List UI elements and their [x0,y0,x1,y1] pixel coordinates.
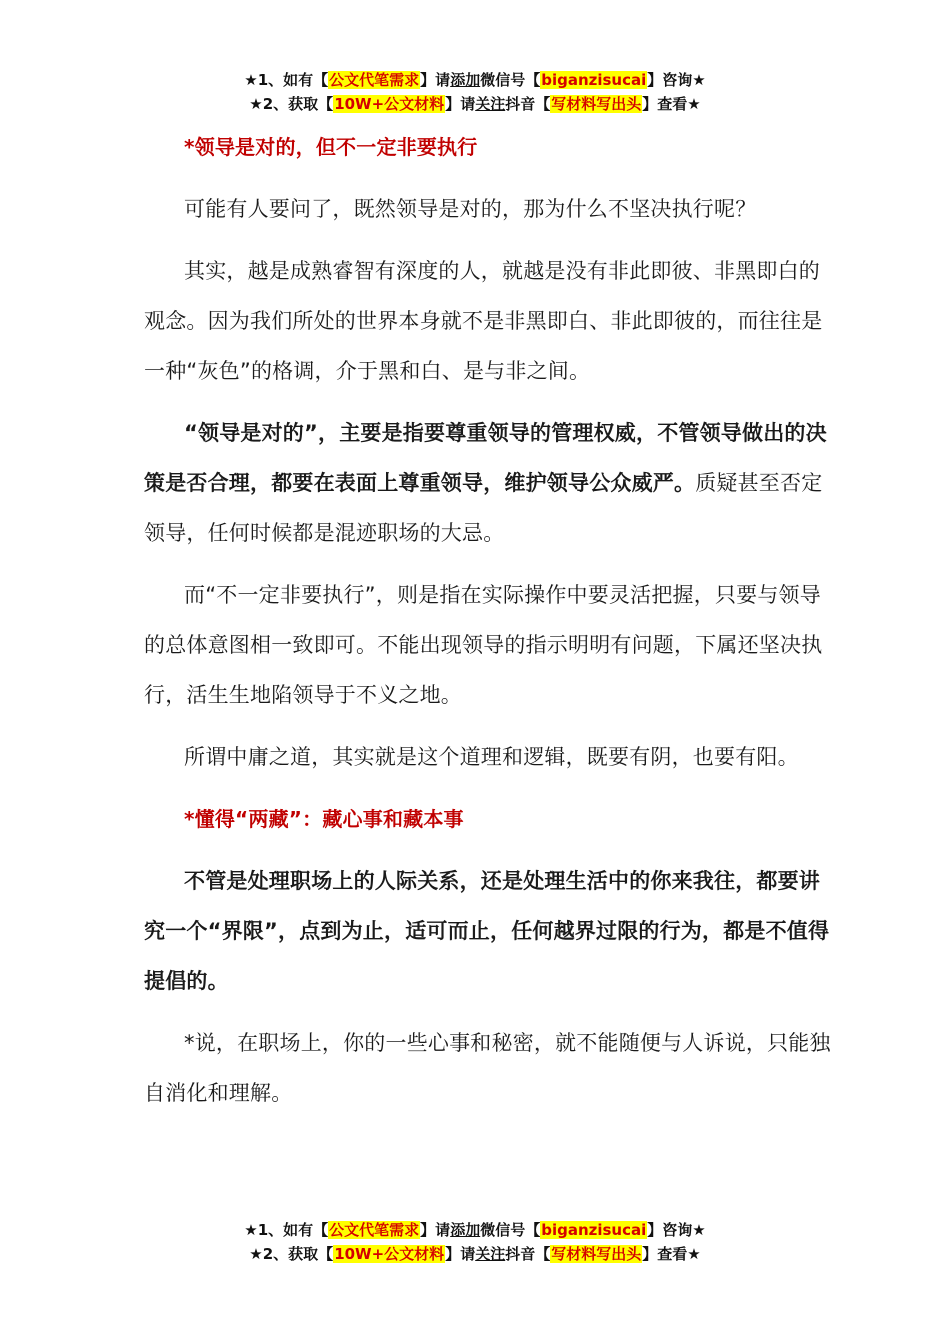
paragraph-1: 可能有人要问了，既然领导是对的，那为什么不坚决执行呢？ [184,197,757,221]
banner-underline: 关注 [475,1245,506,1263]
banner-text: ★1、如有【 [244,1221,329,1239]
banner-highlight-service: 公文代笔需求 [329,1221,420,1239]
footer-line-2 [0,1242,950,1266]
footer-banner [0,1218,950,1266]
banner-text: ★1、如有【 [244,71,329,89]
banner-text: 】请 [445,95,476,113]
banner-text: 微信号【 [480,71,541,89]
paragraph-6: 不管是处理职场上的人际关系，还是处理生活中的你来我往，都要讲究一个“界限”，点到为止，适可而止，任何越界过限的行为，都是不值得提倡的。 [144,869,830,993]
paragraph-3 [144,408,834,558]
banner-line-1 [0,68,950,92]
banner-text: 】查看★ [642,95,701,113]
banner-text: 抖音【 [505,95,551,113]
banner-highlight-wechat: biganzisucai [541,1221,647,1239]
banner-highlight-materials: 10W+公文材料 [334,1245,445,1263]
banner-text: 】请 [420,1221,451,1239]
banner-highlight-service: 公文代笔需求 [329,71,420,89]
paragraph-2: 其实，越是成熟睿智有深度的人，就越是没有非此即彼、非黑即白的观念。因为我们所处的世界本身就不是非黑即白、非此即彼的，而往往是一种“灰色”的格调，介于黑和白、是与非之间。 [144,259,823,383]
section-heading-2: *懂得“两藏”：藏心事和藏本事 [184,807,464,831]
paragraph-5: 所谓中庸之道，其实就是这个道理和逻辑，既要有阴，也要有阳。 [184,745,799,769]
banner-underline: 关注 [475,95,506,113]
banner-underline: 添加 [450,71,481,89]
banner-highlight-douyin: 写材料写出头 [551,95,642,113]
section-heading-1: *领导是对的，但不一定非要执行 [184,135,478,159]
header-banner [0,68,950,116]
banner-highlight-douyin: 写材料写出头 [551,1245,642,1263]
banner-highlight-wechat: biganzisucai [541,71,647,89]
banner-text: ★2、获取【 [249,1245,334,1263]
banner-underline: 添加 [450,1221,481,1239]
banner-text: 】咨询★ [647,1221,706,1239]
banner-highlight-materials: 10W+公文材料 [334,95,445,113]
banner-line-2 [0,92,950,116]
banner-text: 】查看★ [642,1245,701,1263]
footer-line-1 [0,1218,950,1242]
banner-text: 微信号【 [480,1221,541,1239]
paragraph-3-bold: “领导是对的”，主要是指要尊重领导的管理权威，不管领导做出的决策是否合理，都要在表面上尊重领导，维护领导公众威严。 [144,421,827,495]
banner-text: 】咨询★ [647,71,706,89]
banner-text: 抖音【 [505,1245,551,1263]
banner-text: 】请 [445,1245,476,1263]
banner-text: 】请 [420,71,451,89]
paragraph-7: *说，在职场上，你的一些心事和秘密，就不能随便与人诉说，只能独自消化和理解。 [144,1031,831,1105]
banner-text: ★2、获取【 [249,95,334,113]
article-body [144,122,834,1130]
paragraph-3-normal: 质疑甚至否定领导，任何时候都是混迹职场的大忌。 [144,471,823,545]
paragraph-4: 而“不一定非要执行”，则是指在实际操作中要灵活把握，只要与领导的总体意图相一致即可。不能出现领导的指示明明有问题，下属还坚决执行，活生生地陷领导于不义之地。 [144,583,823,707]
